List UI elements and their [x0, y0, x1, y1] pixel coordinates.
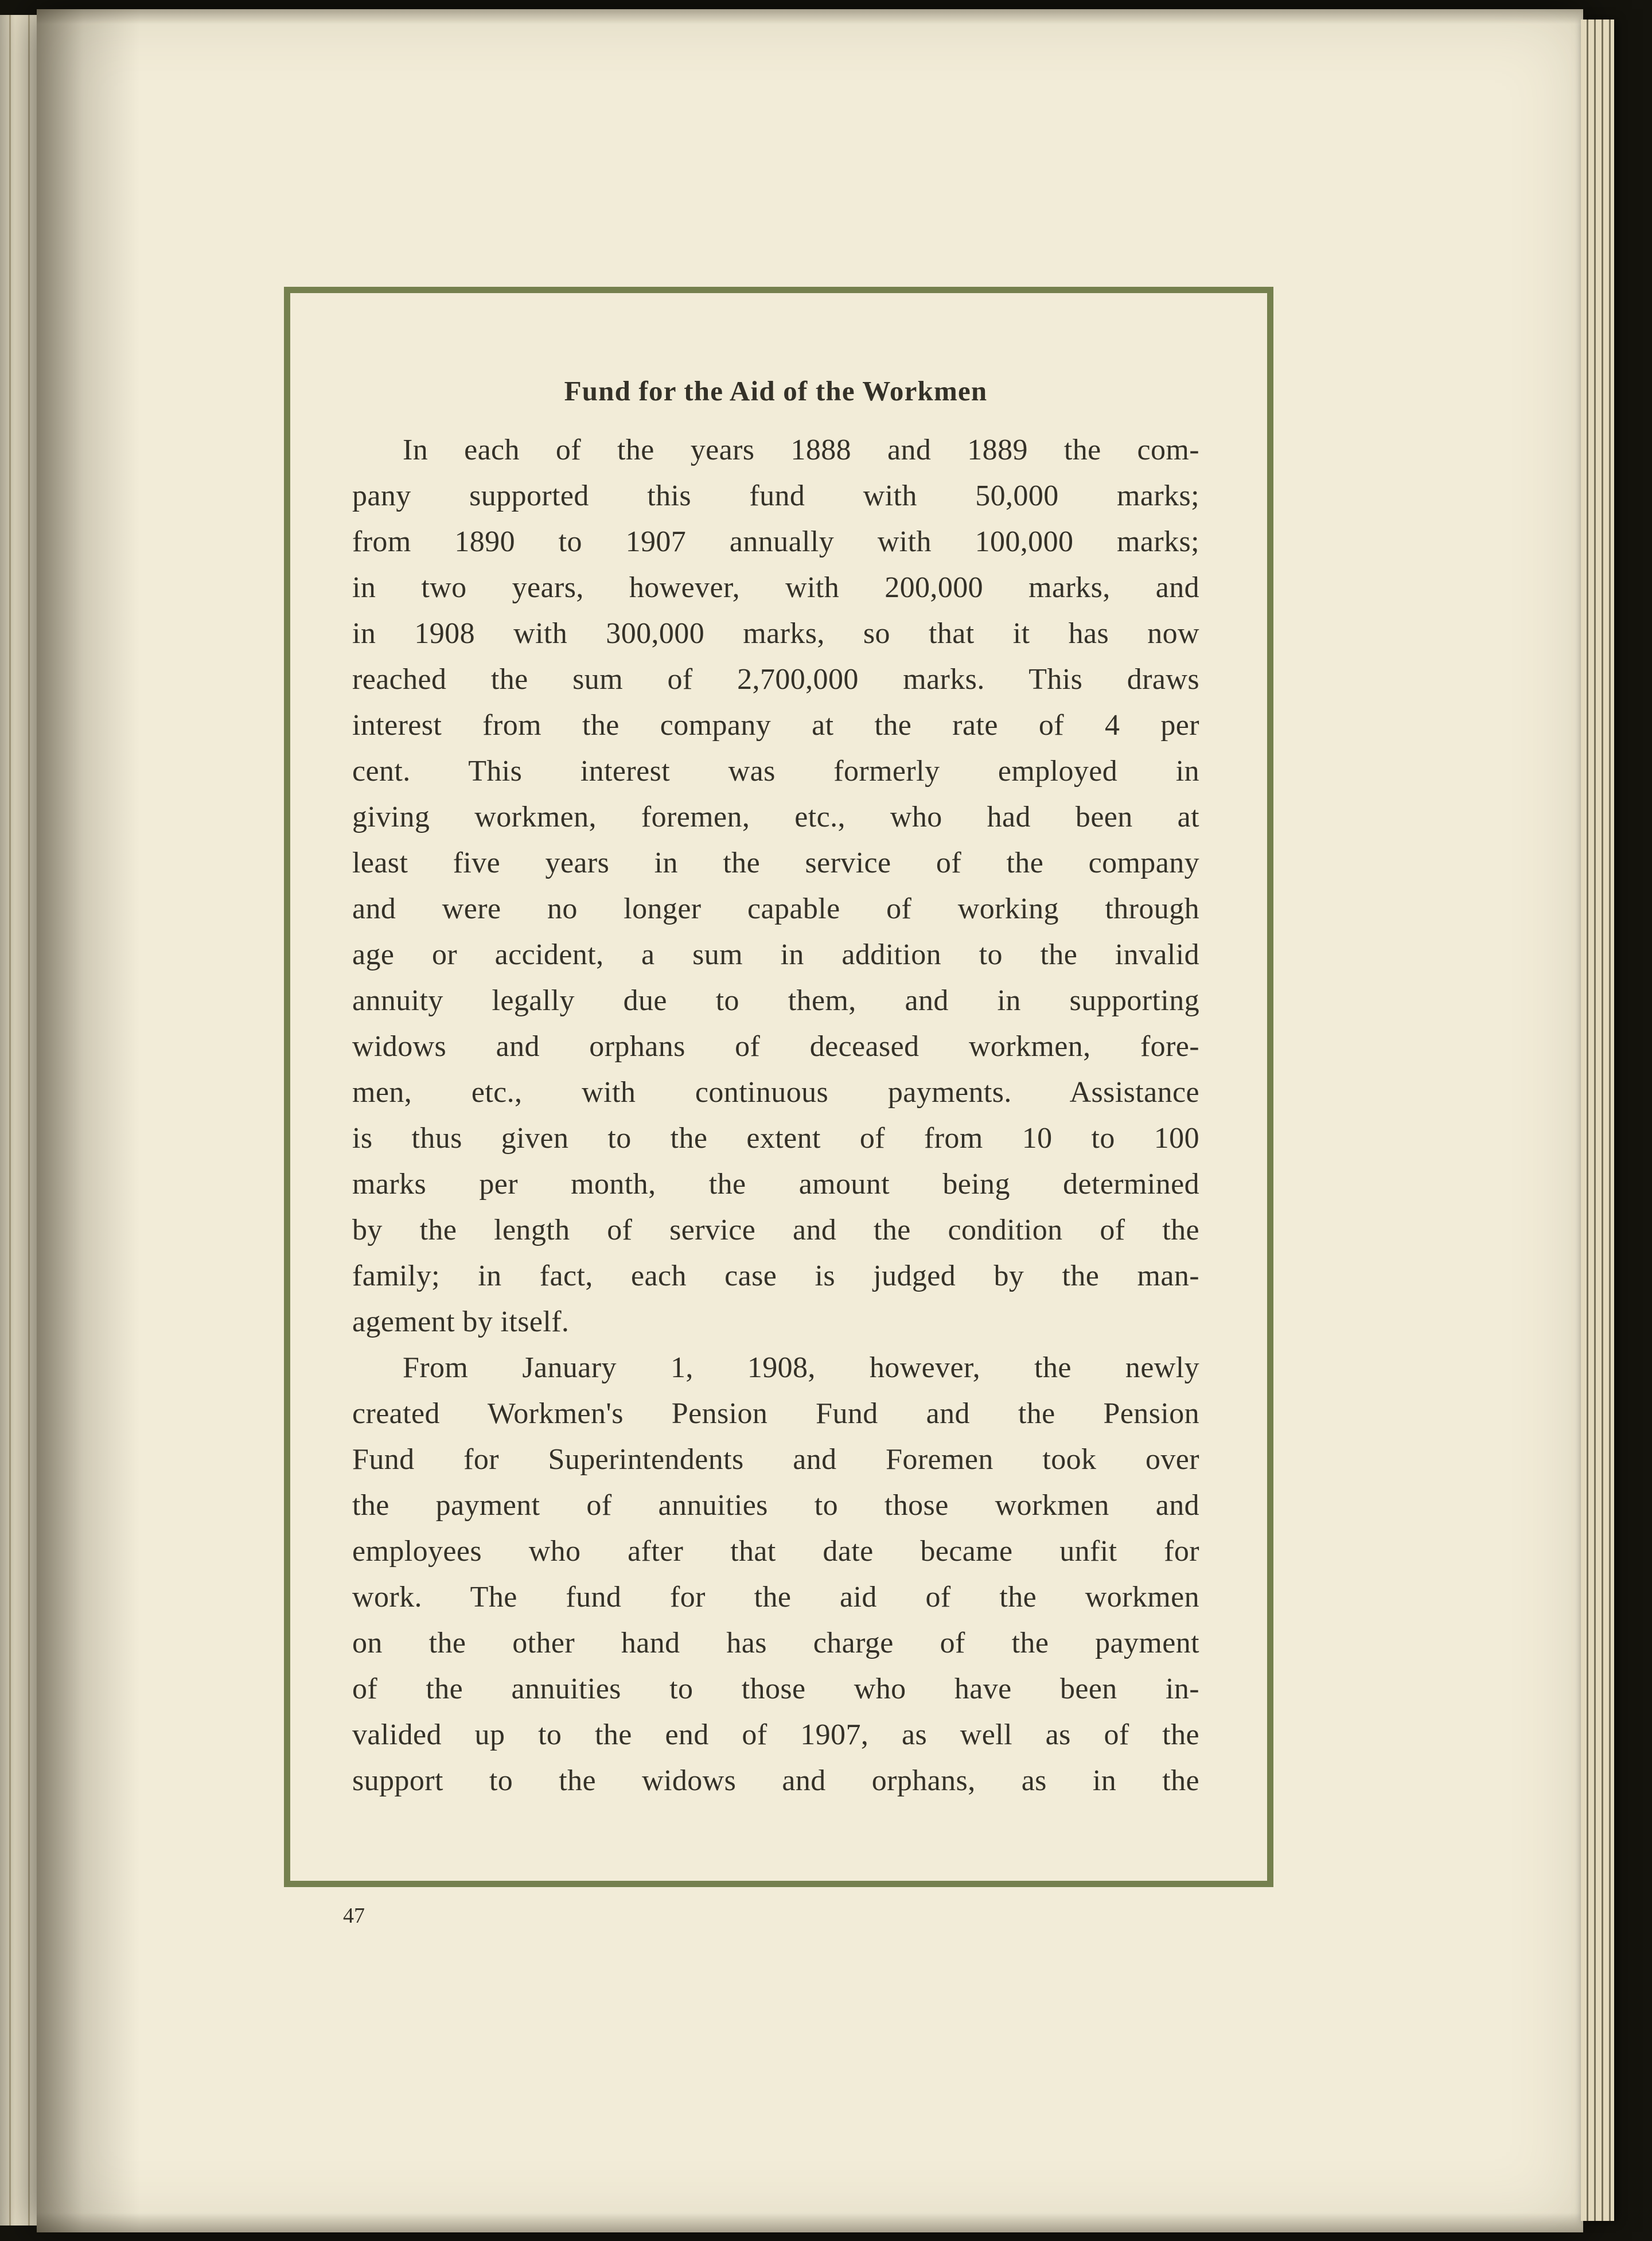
decorative-frame: [284, 287, 1273, 1887]
text-line: in two years, however, with 200,000 marks, and: [352, 571, 1199, 604]
text-line: interest from the company at the rate of 4 per: [352, 709, 1199, 742]
text-line: giving workmen, foremen, etc., who had been at: [352, 801, 1199, 833]
text-line: valided up to the end of 1907, as well as of the: [352, 1718, 1199, 1751]
left-page-edges: [0, 15, 38, 2226]
text-line: from 1890 to 1907 annually with 100,000 marks;: [352, 525, 1199, 558]
text-line: employees who after that date became unfit for: [352, 1535, 1199, 1568]
text-line: From January 1, 1908, however, the newly: [403, 1351, 1199, 1384]
text-line: is thus given to the extent of from 10 to 100: [352, 1122, 1199, 1155]
text-line: agement by itself.: [352, 1305, 570, 1338]
text-line: annuity legally due to them, and in supporting: [352, 984, 1199, 1017]
text-line: widows and orphans of deceased workmen, fore-: [352, 1030, 1199, 1063]
text-line: Fund for Superintendents and Foremen took over: [352, 1443, 1199, 1476]
spine-shadow: [37, 9, 140, 2232]
page-number: 47: [343, 1904, 365, 1928]
body-text: [352, 427, 1199, 1804]
text-line: on the other hand has charge of the payment: [352, 1627, 1199, 1659]
text-line: men, etc., with continuous payments. Assistance: [352, 1076, 1199, 1109]
text-line: created Workmen's Pension Fund and the Pension: [352, 1397, 1199, 1430]
paragraph: [352, 1345, 1199, 1804]
text-line: support to the widows and orphans, as in the: [352, 1764, 1199, 1797]
paragraph: [352, 427, 1199, 1345]
section-heading: Fund for the Aid of the Workmen: [564, 375, 988, 407]
text-line: reached the sum of 2,700,000 marks. This draws: [352, 663, 1199, 696]
text-line: work. The fund for the aid of the workmen: [352, 1581, 1199, 1613]
text-line: marks per month, the amount being determined: [352, 1168, 1199, 1201]
text-line: least five years in the service of the company: [352, 847, 1199, 879]
book-page: [37, 9, 1583, 2232]
text-line: of the annuities to those who have been in-: [352, 1673, 1199, 1705]
text-line: by the length of service and the condition of the: [352, 1214, 1199, 1246]
text-line: family; in fact, each case is judged by the man-: [352, 1260, 1199, 1292]
text-line: pany supported this fund with 50,000 marks;: [352, 480, 1199, 512]
bottom-edge-shadow: [37, 2213, 1583, 2232]
top-edge-shadow: [37, 9, 1583, 24]
right-page-edges: [1581, 20, 1614, 2221]
text-line: age or accident, a sum in addition to the invalid: [352, 938, 1199, 971]
text-line: cent. This interest was formerly employed in: [352, 755, 1199, 788]
text-line: the payment of annuities to those workmen and: [352, 1489, 1199, 1522]
text-line: and were no longer capable of working through: [352, 892, 1199, 925]
text-line: in 1908 with 300,000 marks, so that it has now: [352, 617, 1199, 650]
text-line: In each of the years 1888 and 1889 the com-: [403, 434, 1199, 466]
